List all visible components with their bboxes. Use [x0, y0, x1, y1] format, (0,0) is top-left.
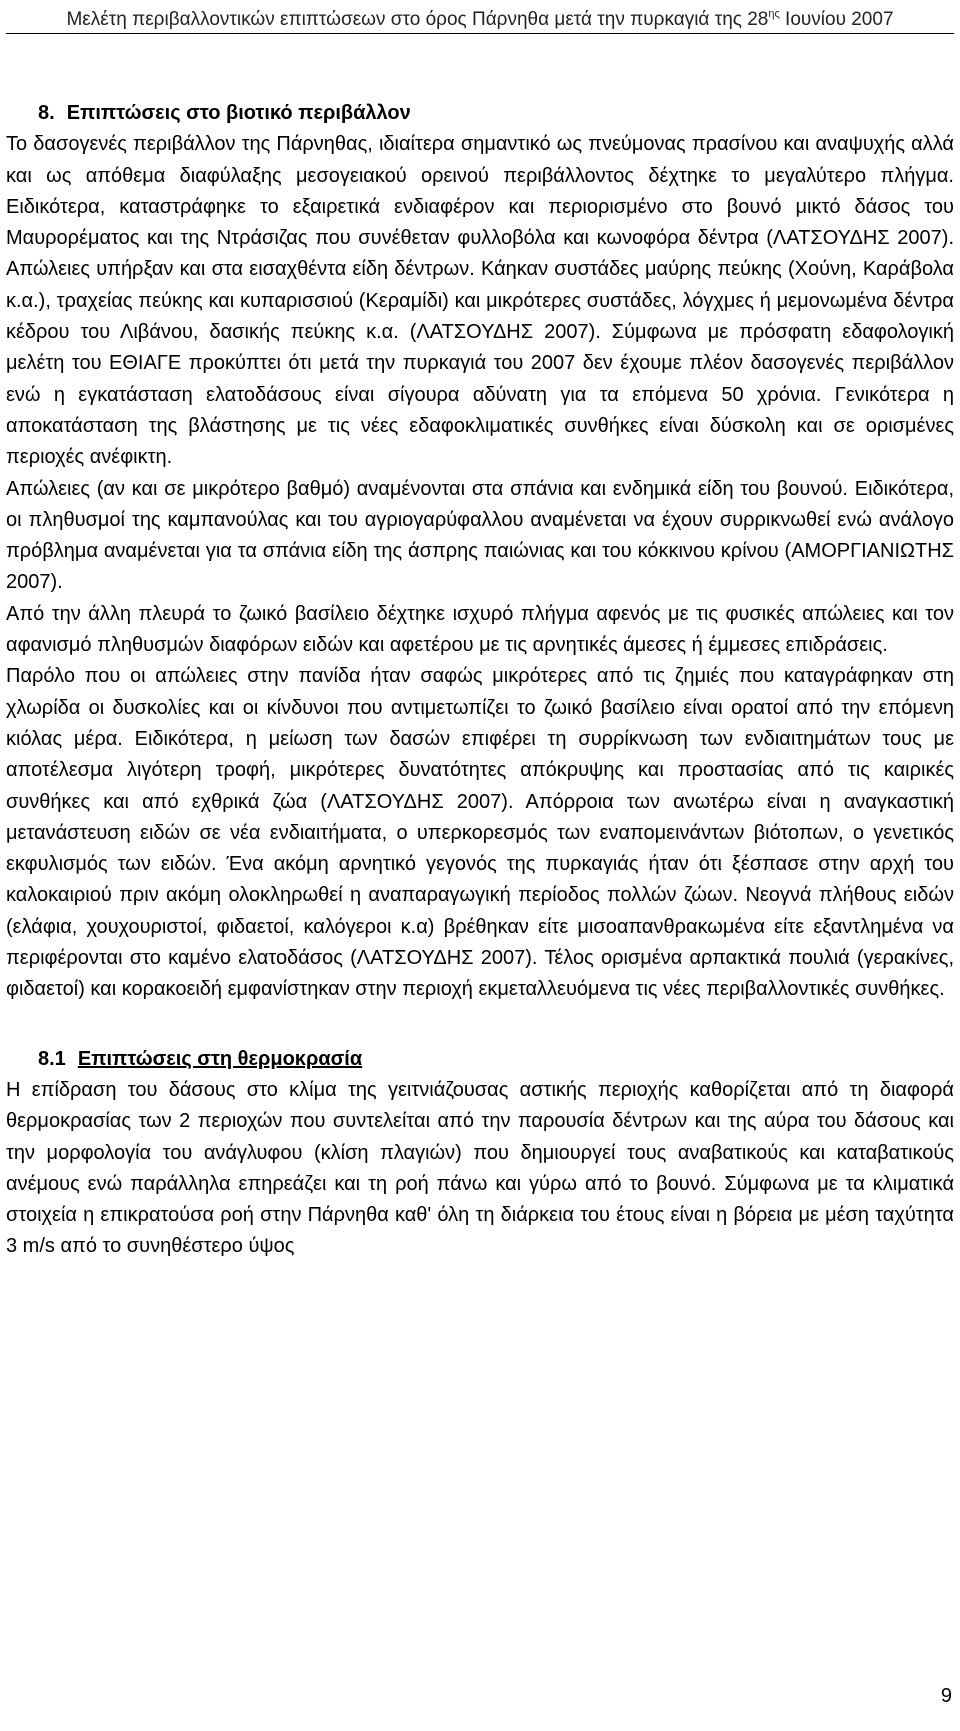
section-8-heading: [6, 98, 954, 129]
section-8-1-title: Επιπτώσεις στη θερμοκρασία: [77, 1047, 363, 1070]
paragraph: Απώλειες (αν και σε μικρότερο βαθμό) αναμένονται στα σπάνια και ενδημικά είδη του βουνού. Ειδικότερα, οι πληθυσμοί της καμπανούλας και του αγριογαρύφαλλου αναμένεται να έχουν συρρικνωθεί ενώ ανάλογο πρόβλημα αναμένεται για τα σπάνια είδη της άσπρης παιώνιας και του κόκκινου κρίνου (ΑΜΟΡΓΙΑΝΙΩΤΗΣ 2007).: [6, 477, 954, 594]
page-number: 9: [940, 1685, 952, 1707]
section-8-1-heading: [6, 1044, 954, 1075]
paragraph: Το δασογενές περιβάλλον της Πάρνηθας, ιδιαίτερα σημαντικό ως πνεύμονας πρασίνου και αναψυχής αλλά και ως απόθεμα διαφύλαξης μεσογειακού ορεινού περιβάλλοντος δέχτηκε το μεγαλύτερο πλήγμα. Ειδικότερα, καταστράφηκε το εξαιρετικά ενδιαφέρον και περιορισμένο στο βουνό μικτό δάσος του Μαυρορέματος και της Ντράσιζας που συνέθεταν φυλλοβόλα και κωνοφόρα δέντρα (ΛΑΤΣΟΥΔΗΣ 2007). Απώλειες υπήρξαν και στα εισαχθέντα είδη δέντρων. Κάηκαν συστάδες μαύρης πεύκης (Χούνη, Καράβολα κ.α.), τραχείας πεύκης και κυπαρισσιού (Κεραμίδι) και μικρότερες συστάδες, λόγχμες ή μεμονωμένα δέντρα κέδρου του Λιβάνου, δασικής πεύκης κ.α. (ΛΑΤΣΟΥΔΗΣ 2007). Σύμφωνα με πρόσφατη εδαφολογική μελέτη του ΕΘΙΑΓΕ προκύπτει ότι μετά την πυρκαγιά του 2007 δεν έχουμε πλέον δασογενές περιβάλλον ενώ η εγκατάσταση ελατοδάσους είναι σίγουρα αδύνατη για τα επόμενα 50 χρόνια. Γενικότερα η αποκατάσταση της βλάστησης με τις νέες εδαφοκλιματικές συνθήκες είναι δύσκολη και σε ορισμένες περιοχές ανέφικτη.: [6, 133, 954, 469]
section-8-title: Επιπτώσεις στο βιοτικό περιβάλλον: [66, 102, 411, 124]
paragraph: Από την άλλη πλευρά το ζωικό βασίλειο δέχτηκε ισχυρό πλήγμα αφενός με τις φυσικές απώλειες και τον αφανισμό πληθυσμών διαφόρων ειδών και αφετέρου με τις αρνητικές άμεσες ή έμμεσες επιδράσεις.: [6, 602, 954, 657]
paragraph: Παρόλο που οι απώλειες στην πανίδα ήταν σαφώς μικρότερες από τις ζημιές που καταγράφηκαν στη χλωρίδα οι δυσκολίες και οι κίνδυνοι που αντιμετωπίζει το ζωικό βασίλειο είναι ορατοί από την επόμενη κιόλας μέρα. Ειδικότερα, η μείωση των δασών επιφέρει τη συρρίκνωση των ενδιαιτημάτων τους με αποτέλεσμα λιγότερη τροφή, μικρότερες δυνατότητες απόκρυψης και προστασίας από τις καιρικές συνθήκες και από εχθρικά ζώα (ΛΑΤΣΟΥΔΗΣ 2007). Απόρροια των ανωτέρω είναι η αναγκαστική μετανάστευση ειδών σε νέα ενδιαιτήματα, ο υπερκορεσμός των εναπομεινάντων βιότοπων, ο γενετικός εκφυλισμός των ειδών. Ένα ακόμη αρνητικό γεγονός της πυρκαγιάς ήταν ότι ξέσπασε στην αρχή του καλοκαιριού πριν ακόμη ολοκληρωθεί η αναπαραγωγική περίοδος πολλών ζώων. Νεογνά πλήθους ειδών (ελάφια, χουχουριστοί, φιδαετοί, καλόγεροι κ.α) βρέθηκαν είτε μισοαπανθρακωμένα είτε εξαντλημένα να περιφέρονται στο καμένο ελατοδάσος (ΛΑΤΣΟΥΔΗΣ 2007). Τέλος ορισμένα αρπακτικά πουλιά (γερακίνες, φιδαετοί) και κορακοειδή εμφανίστηκαν στην περιοχή εκμεταλλευόμενα τις νέες περιβαλλοντικές συνθήκες.: [6, 665, 954, 1001]
section-8-1-number: 8.1: [38, 1047, 66, 1070]
section-spacer: [6, 1006, 954, 1044]
running-header-tail: Ιουνίου 2007: [779, 9, 894, 30]
paragraph: Η επίδραση του δάσους στο κλίμα της γειτνιάζουσας αστικής περιοχής καθορίζεται από τη διαφορά θερμοκρασίας των 2 περιοχών που συντελείται από την παρουσία δέντρων και της αύρα του δάσους και την μορφολογία του ανάγλυφου (κλίση πλαγιών) που δημιουργεί τους αναβατικούς και καταβατικούς ανέμους ενώ παράλληλα επηρεάζει και τη ροή πάνω και γύρω από το βουνό. Σύμφωνα με τα κλιματικά στοιχεία η επικρατούσα ροή στην Πάρνηθα καθ' όλη τη διάρκεια του έτους είναι η βόρεια με μέση ταχύτητα 3 m/s από το συνηθέστερο ύψος: [6, 1078, 954, 1258]
document-body: [6, 98, 954, 1263]
running-header-main: Μελέτη περιβαλλοντικών επιπτώσεων στο όρος Πάρνηθα μετά την πυρκαγιά της 28: [66, 9, 769, 30]
section-8-number: 8.: [38, 102, 55, 124]
running-header-superscript: ης: [768, 8, 780, 20]
header-divider: [6, 33, 954, 34]
running-header: [0, 0, 960, 36]
